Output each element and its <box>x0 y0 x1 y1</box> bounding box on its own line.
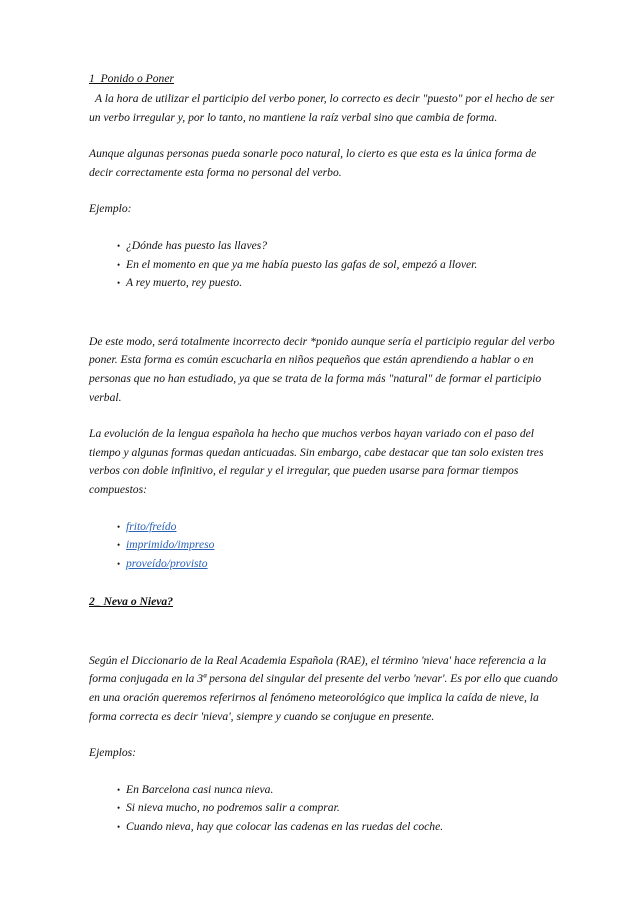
list-item-text: Si nieva mucho, no podremos salir a comprar. <box>126 801 340 815</box>
list-item <box>89 781 559 800</box>
bullet-icon: • <box>117 784 121 795</box>
bullet-icon: • <box>117 803 121 814</box>
section-2-example-list <box>89 781 559 837</box>
section-1-link-list <box>89 518 559 574</box>
link-frito-freido[interactable]: frito/freído <box>126 519 177 533</box>
bullet-icon: • <box>117 278 121 289</box>
list-item <box>89 818 559 837</box>
list-item <box>89 518 559 537</box>
section-1-example-label: Ejemplo: <box>89 202 132 216</box>
bullet-icon: • <box>117 521 121 532</box>
link-proveido-provisto[interactable]: proveído/provisto <box>126 556 208 570</box>
section-1-example-list <box>89 237 559 293</box>
bullet-icon: • <box>117 822 121 833</box>
list-item-text: En el momento en que ya me había puesto las gafas de sol, empezó a llover. <box>126 257 478 271</box>
section-2-title: 2_ Neva o Nieva? <box>89 595 174 609</box>
section-1-paragraph-1: A la hora de utilizar el participio del verbo poner, lo correcto es decir "puesto" por el hecho de ser un verbo irregular y, por lo tanto, no mantiene la raíz verbal sino que cambia de forma. <box>89 92 555 124</box>
list-item-text: En Barcelona casi nunca nieva. <box>126 782 274 796</box>
list-item <box>89 555 559 574</box>
list-item-text: A rey muerto, rey puesto. <box>126 276 243 290</box>
section-2-paragraph-1: Según el Diccionario de la Real Academia Española (RAE), el término 'nieva' hace referencia a la forma conjugada en la 3ª persona del singular del presente del verbo 'nevar'. Es por ello que cuando en una oración queremos referirnos al fenómeno meteorológico que implica la caída de nieve, la forma correcta es decir 'nieva', siempre y cuando se conjugue en presente. <box>89 653 558 723</box>
section-2-example-label: Ejemplos: <box>89 746 137 760</box>
document-page <box>89 70 559 837</box>
section-1-title: 1_Ponido o Poner <box>89 72 175 85</box>
list-item <box>89 256 559 275</box>
link-imprimido-impreso[interactable]: imprimido/impreso <box>126 538 215 552</box>
list-item <box>89 274 559 293</box>
bullet-icon: • <box>117 540 121 551</box>
section-1-paragraph-3: De este modo, será totalmente incorrecto decir *ponido aunque sería el participio regular del verbo poner. Esta forma es común escucharla en niños pequeños que están aprendiendo a hablar o en personas que no han estudiado, ya que se trata de la forma más "natural" de formar el participio verbal. <box>89 334 555 404</box>
bullet-icon: • <box>117 240 121 251</box>
list-item <box>89 237 559 256</box>
list-item-text: Cuando nieva, hay que colocar las cadenas en las ruedas del coche. <box>126 820 444 834</box>
bullet-icon: • <box>117 558 121 569</box>
section-1-paragraph-4: La evolución de la lengua española ha hecho que muchos verbos hayan variado con el paso del tiempo y algunas formas quedan anticuadas. Sin embargo, cabe destacar que tan solo existen tres verbos con doble infinitivo, el regular y el irregular, que pueden usarse para formar tiempos compuestos: <box>89 427 544 496</box>
section-1-paragraph-2: Aunque algunas personas pueda sonarle poco natural, lo cierto es que esta es la única forma de decir correctamente esta forma no personal del verbo. <box>89 147 537 179</box>
bullet-icon: • <box>117 259 121 270</box>
list-item <box>89 536 559 555</box>
list-item-text: ¿Dónde has puesto las llaves? <box>126 238 268 252</box>
list-item <box>89 799 559 818</box>
